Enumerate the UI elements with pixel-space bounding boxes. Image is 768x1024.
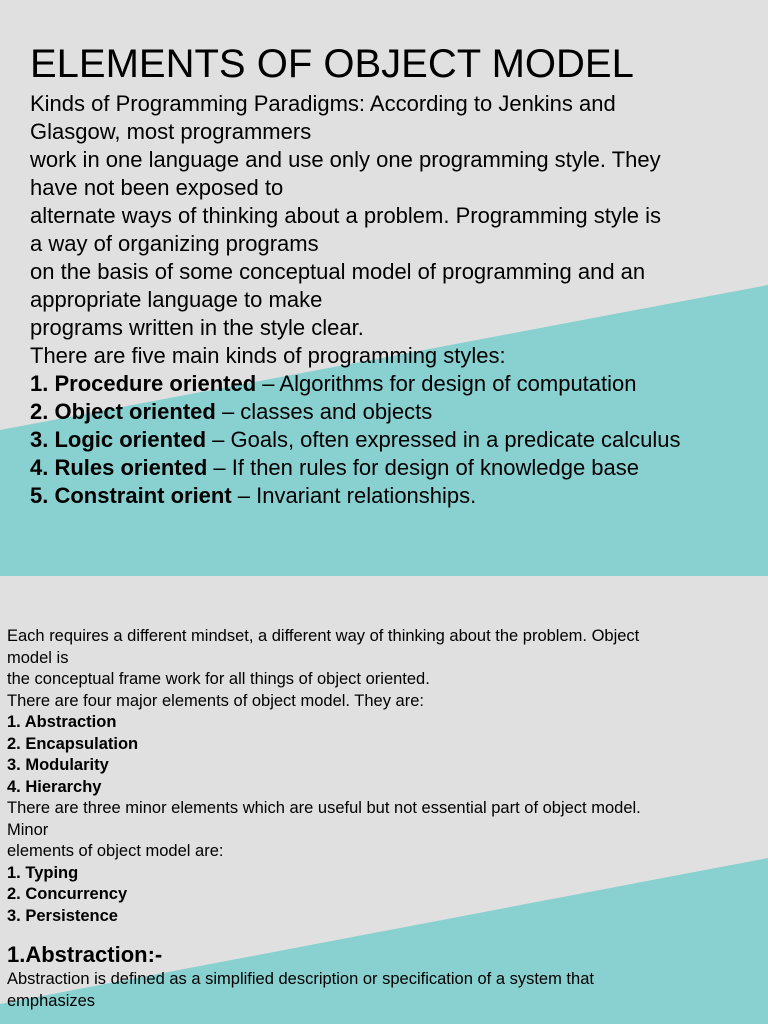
body-line: Each requires a different mindset, a different way of thinking about the problem. Object — [7, 627, 640, 645]
list-item — [30, 398, 758, 426]
major-elements-list — [7, 712, 762, 798]
intro-line: a way of organizing programs — [30, 231, 319, 256]
list-item — [30, 482, 758, 510]
intro-line: programs written in the style clear. — [30, 315, 364, 340]
body-line: model is — [7, 648, 69, 667]
intro-line: There are five main kinds of programming styles: — [30, 343, 506, 368]
intro-paragraph — [30, 90, 758, 370]
list-item: 2. Concurrency — [7, 885, 128, 903]
style-description: – Invariant relationships. — [231, 483, 477, 508]
list-item: 4. Hierarchy — [7, 777, 102, 796]
body-line: There are four major elements of object model. They are: — [7, 691, 424, 710]
list-item — [30, 370, 758, 398]
intro-line: Glasgow, most programmers — [30, 119, 312, 144]
list-item: 2. Encapsulation — [7, 734, 139, 753]
body-line: Abstraction is defined as a simplified description or specification of a system that — [7, 970, 594, 988]
intro-line: work in one language and use only one programming style. They — [30, 147, 661, 172]
style-description: – Goals, often expressed in a predicate calculus — [206, 427, 681, 452]
style-term: 1. Procedure oriented — [30, 371, 257, 396]
intro-line: appropriate language to make — [30, 287, 323, 312]
slide-title: ELEMENTS OF OBJECT MODEL — [30, 42, 634, 86]
body-line: elements of object model are: — [7, 842, 224, 860]
list-item: 3. Persistence — [7, 906, 118, 925]
intro-line: have not been exposed to — [30, 175, 284, 200]
style-term: 2. Object oriented — [30, 399, 216, 424]
section-heading: 1.Abstraction:- — [7, 942, 163, 967]
list-item: 1. Abstraction — [7, 713, 117, 731]
list-item — [30, 426, 758, 454]
intro-line: alternate ways of thinking about a problem. Programming style is — [30, 203, 661, 228]
body-line: Minor — [7, 820, 49, 839]
minor-elements-list — [7, 863, 762, 928]
slide-1-content — [30, 40, 758, 510]
body-line: the conceptual frame work for all things of object oriented. — [7, 670, 430, 688]
body-line: There are three minor elements which are useful but not essential part of object model. — [7, 799, 641, 817]
slide-2 — [0, 576, 768, 1024]
style-description: – Algorithms for design of computation — [256, 371, 637, 396]
intro-line: on the basis of some conceptual model of programming and an — [30, 259, 646, 284]
style-description: – classes and objects — [215, 399, 433, 424]
slide-2-content — [7, 626, 762, 1012]
body-line: emphasizes — [7, 991, 96, 1010]
spacer — [7, 927, 762, 941]
style-term: 4. Rules oriented — [30, 455, 208, 480]
intro-line: Kinds of Programming Paradigms: According to Jenkins and — [30, 91, 616, 116]
list-item: 3. Modularity — [7, 756, 109, 774]
style-description: – If then rules for design of knowledge base — [207, 455, 639, 480]
list-item: 1. Typing — [7, 863, 79, 882]
programming-styles-list — [30, 370, 758, 510]
list-item — [30, 454, 758, 482]
style-term: 5. Constraint orient — [30, 483, 232, 508]
style-term: 3. Logic oriented — [30, 427, 207, 452]
